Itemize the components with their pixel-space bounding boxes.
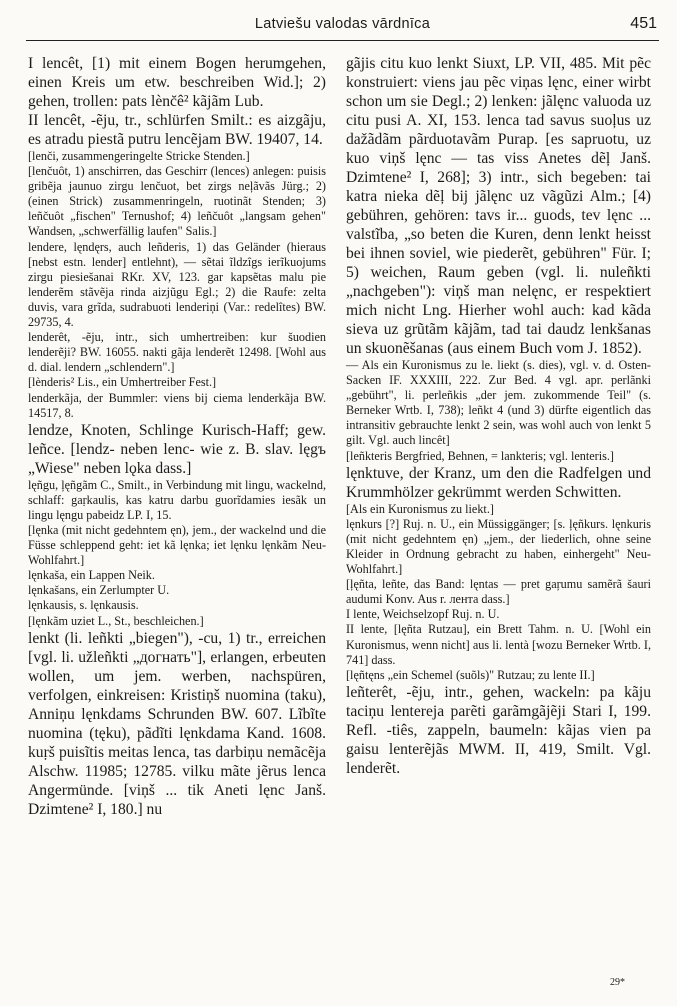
dictionary-entry: lęnktuve, der Kranz, um den die Radfelgen und Krummhölzer gekrümmt werden Schwitten.	[346, 464, 651, 501]
dictionary-entry: lęñgu, ļęñgãm C., Smilt., in Verbindung mit lingu, wackelnd, schlaff: gaṛkaulis, kas katru darbu guorĩdamies iesãk un lingu lęngu pabeidz LP. I, 15.	[28, 477, 326, 522]
dictionary-entry: [lenči, zusammengeringelte Stricke Stenden.]	[28, 149, 250, 163]
right-column	[346, 54, 651, 778]
dictionary-entry: [ļęñta, leñte, das Band: lęntas — pret gaŗumu samẽrã šauri audumi Konv. Aus r. лента dass.]	[346, 577, 651, 607]
dictionary-entry: lęnkausis, s. lęnkausis.	[28, 598, 139, 613]
dictionary-entry: [lènderis² Lis., ein Umhertreiber Fest.]	[28, 375, 217, 390]
dictionary-entry: [leñkteris Bergfried, Behnen, = lankteris; vgl. lenteris.]	[346, 448, 614, 463]
dictionary-entry: lęnkašans, ein Zerlumpter U.	[28, 583, 170, 598]
header-rule	[26, 40, 659, 41]
page-header	[26, 14, 659, 36]
dictionary-entry: lenderêt, -ẽju, intr., sich umhertreiben: kur šuodien lenderẽji? BW. 16055. nakti gãja lenderẽt 12498. [Wohl aus d. dial. lendern „schlendern".]	[28, 330, 326, 375]
dictionary-entry: II lente, [lęñta Rutzau], ein Brett Tahm. n. U. [Wohl ein Kuronismus, wenn nicht] aus li. lentà [wozu Berneker Wrtb. I, 741] dass.	[346, 622, 651, 667]
dictionary-entry: gãjis citu kuo lenkt Siuxt, LP. VII, 485. Mit pẽc konstruiert: viens jau pẽc viņas lęnc, einer wirbt schon um sie Degl.; 2) lenken: jãlęnc valuoda uz citu pusi A. XI, 153. lenca tad savus suoļus uz dažãdãm pãrduotavãm Purap. [es sapruotu, uz kuo viņš lęnc — tas viss Anetes dẽļ Janš. Dzimtene² I, 268]; 3) intr., sich begeben: tai katra nieka dẽļ bij jãlęnc uz vãgũzi Alm.; [4) gebühren, gehören: tavs ir... guods, tev lęnc ... valstĩba, „so beten die Kuren, denn lenkt heisst bei ihnen soviel, wie piederẽt, gebühren" Für. I; 5) weichen, Raum geben (vgl. li. nuleñkti „nachgeben"): viņš man nelęnc, er respektiert mich nicht Lng. Hierher wohl auch: kad kãda sieva uz grũtãm kãjãm, tad tai daudz lenkšanas un skuonẽšanas (aus einem Buch vom J. 1852).	[346, 55, 651, 357]
dictionary-entry: [lęñtęns „ein Schemel (suõls)" Rutzau; zu lente II.]	[346, 667, 595, 682]
dictionary-entry: lęnkaša, ein Lappen Neik.	[28, 568, 155, 583]
dictionary-entry: lenderkãja, der Bummler: viens bij ciema lenderkãja BW. 14517, 8.	[28, 390, 326, 420]
page-number: 451	[630, 15, 657, 32]
dictionary-entry: — Als ein Kuronismus zu le. liekt (s. dies), vgl. v. d. Osten-Sacken IF. XXXIII, 222. Zur Bed. 4 vgl. apr. perlãnki „gebührt", li. perleñkis „der jem. zukommende Teil" (s. Berneker Wrtb. I, 738); leñkt 4 (und 3) dürfte eigentlich das intransitiv gebrauchte lenkt 2 sein, was wohl auch von lenkt 5 gilt. Vgl. auch lincêt]	[346, 358, 651, 448]
dictionary-entry: I lente, Weichselzopf Ruj. n. U.	[346, 607, 500, 622]
dictionary-entry: lendze, Knoten, Schlinge Kurisch-Haff; gew. leñce. [lendz- neben lenc- wie z. B. slav. lęgъ „Wiese" neben lǫka dass.]	[28, 421, 326, 477]
dictionary-entry: lendere, lęndęrs, auch leñderis, 1) das Geländer (hieraus [nebst estn. lender] entlehnt), — sẽtai ĩldzîgs ierĩkuojums zirgu piesiešanai RKr. XV, 123. gar kapsẽtas malu pie lenderẽm stãvẽja rinda aizjũgu Egl.; 2) die Raufe: zelta duvis, vara grĩda, sudrabuoti lenderiņi (Var.: redelîtes) BW. 29735, 4.	[28, 239, 326, 330]
running-title: Latviešu valodas vārdnīca	[254, 16, 431, 32]
dictionary-entry: I lencêt, [1) mit einem Bogen herumgehen, einen Kreis um etw. beschreiben Wid.]; 2) gehen, trollen: pats lènc̆ê² kãjãm Lub.	[28, 55, 326, 110]
signature-mark: 29*	[610, 977, 625, 988]
left-column	[28, 54, 326, 819]
dictionary-entry: II lencêt, -ẽju, tr., schlürfen Smilt.: es aizgãju, es atradu piestã putru lencẽjam BW. 19407, 14.	[28, 112, 326, 148]
dictionary-entry: [lenčuôt, 1) anschirren, das Geschirr (lences) anlegen: puisis gribẽja jaunuo zirgu lenčuot, bet zirgs neļãvãs Jürg.; 2) (einen Strick) zusammenringeln, ruotinãt Stenden; 3) leñčuôt „fischen" Ternushof; 4) leñčuôt „langsam gehen" Wandsen, „schwerfällig laufen" Salis.]	[28, 164, 326, 239]
dictionary-entry: leñterêt, -ẽju, intr., gehen, wackeln: pa kãju taciņu lentereja parẽti garãmgãjẽji Stari I, 199. Refl. -tiês, zappeln, baumeln: kãjas vien pa gaisu lenterẽjãs MWM. II, 419, Smilt. Vgl. lenderẽt.	[346, 683, 651, 777]
dictionary-entry: lęnkurs [?] Ruj. n. U., ein Müssiggänger; [s. ļęñkurs. lęnkuris (mit nicht gedehntem ęn) „jem., der liederlich, ohne seine Kleider in Ordnung gebracht zu haben, einhergeht" Neu-Wohlfahrt.]	[346, 516, 651, 577]
dictionary-entry: [lęnkãm uziet L., St., beschleichen.]	[28, 613, 204, 628]
dictionary-entry: lenkt (li. leñkti „biegen"), -cu, 1) tr., erreichen [vgl. li. užleñkti „догнать"], erlangen, erbeuten wollen, um jem. werben, nachspüren, verfolgen, einkreisen: Kristiņš nuomina (taku), Anniņu lęnkdams Schrunden BW. 607. Lĩbĩte nuomina (tęku), pãdĩti lęnkdama Kand. 1608. kuṛš puisĩtis meitas lenca, tas darbiņu nemãcẽja Alschw. 11985; 12785. vilku mãte jẽrus lenca Angermünde. [viņš ... tik Aneti lęnc Janš. Dzimtene² I, 180.] nu	[28, 629, 326, 818]
dictionary-entry: [lęnka (mit nicht gedehntem ęn), jem., der wackelnd und die Füsse schleppend geht: iet kã lęnka; iet lęnku lęnkãm Neu-Wohlfahrt.]	[28, 522, 326, 568]
dictionary-entry: [Als ein Kuronismus zu liekt.]	[346, 501, 494, 516]
